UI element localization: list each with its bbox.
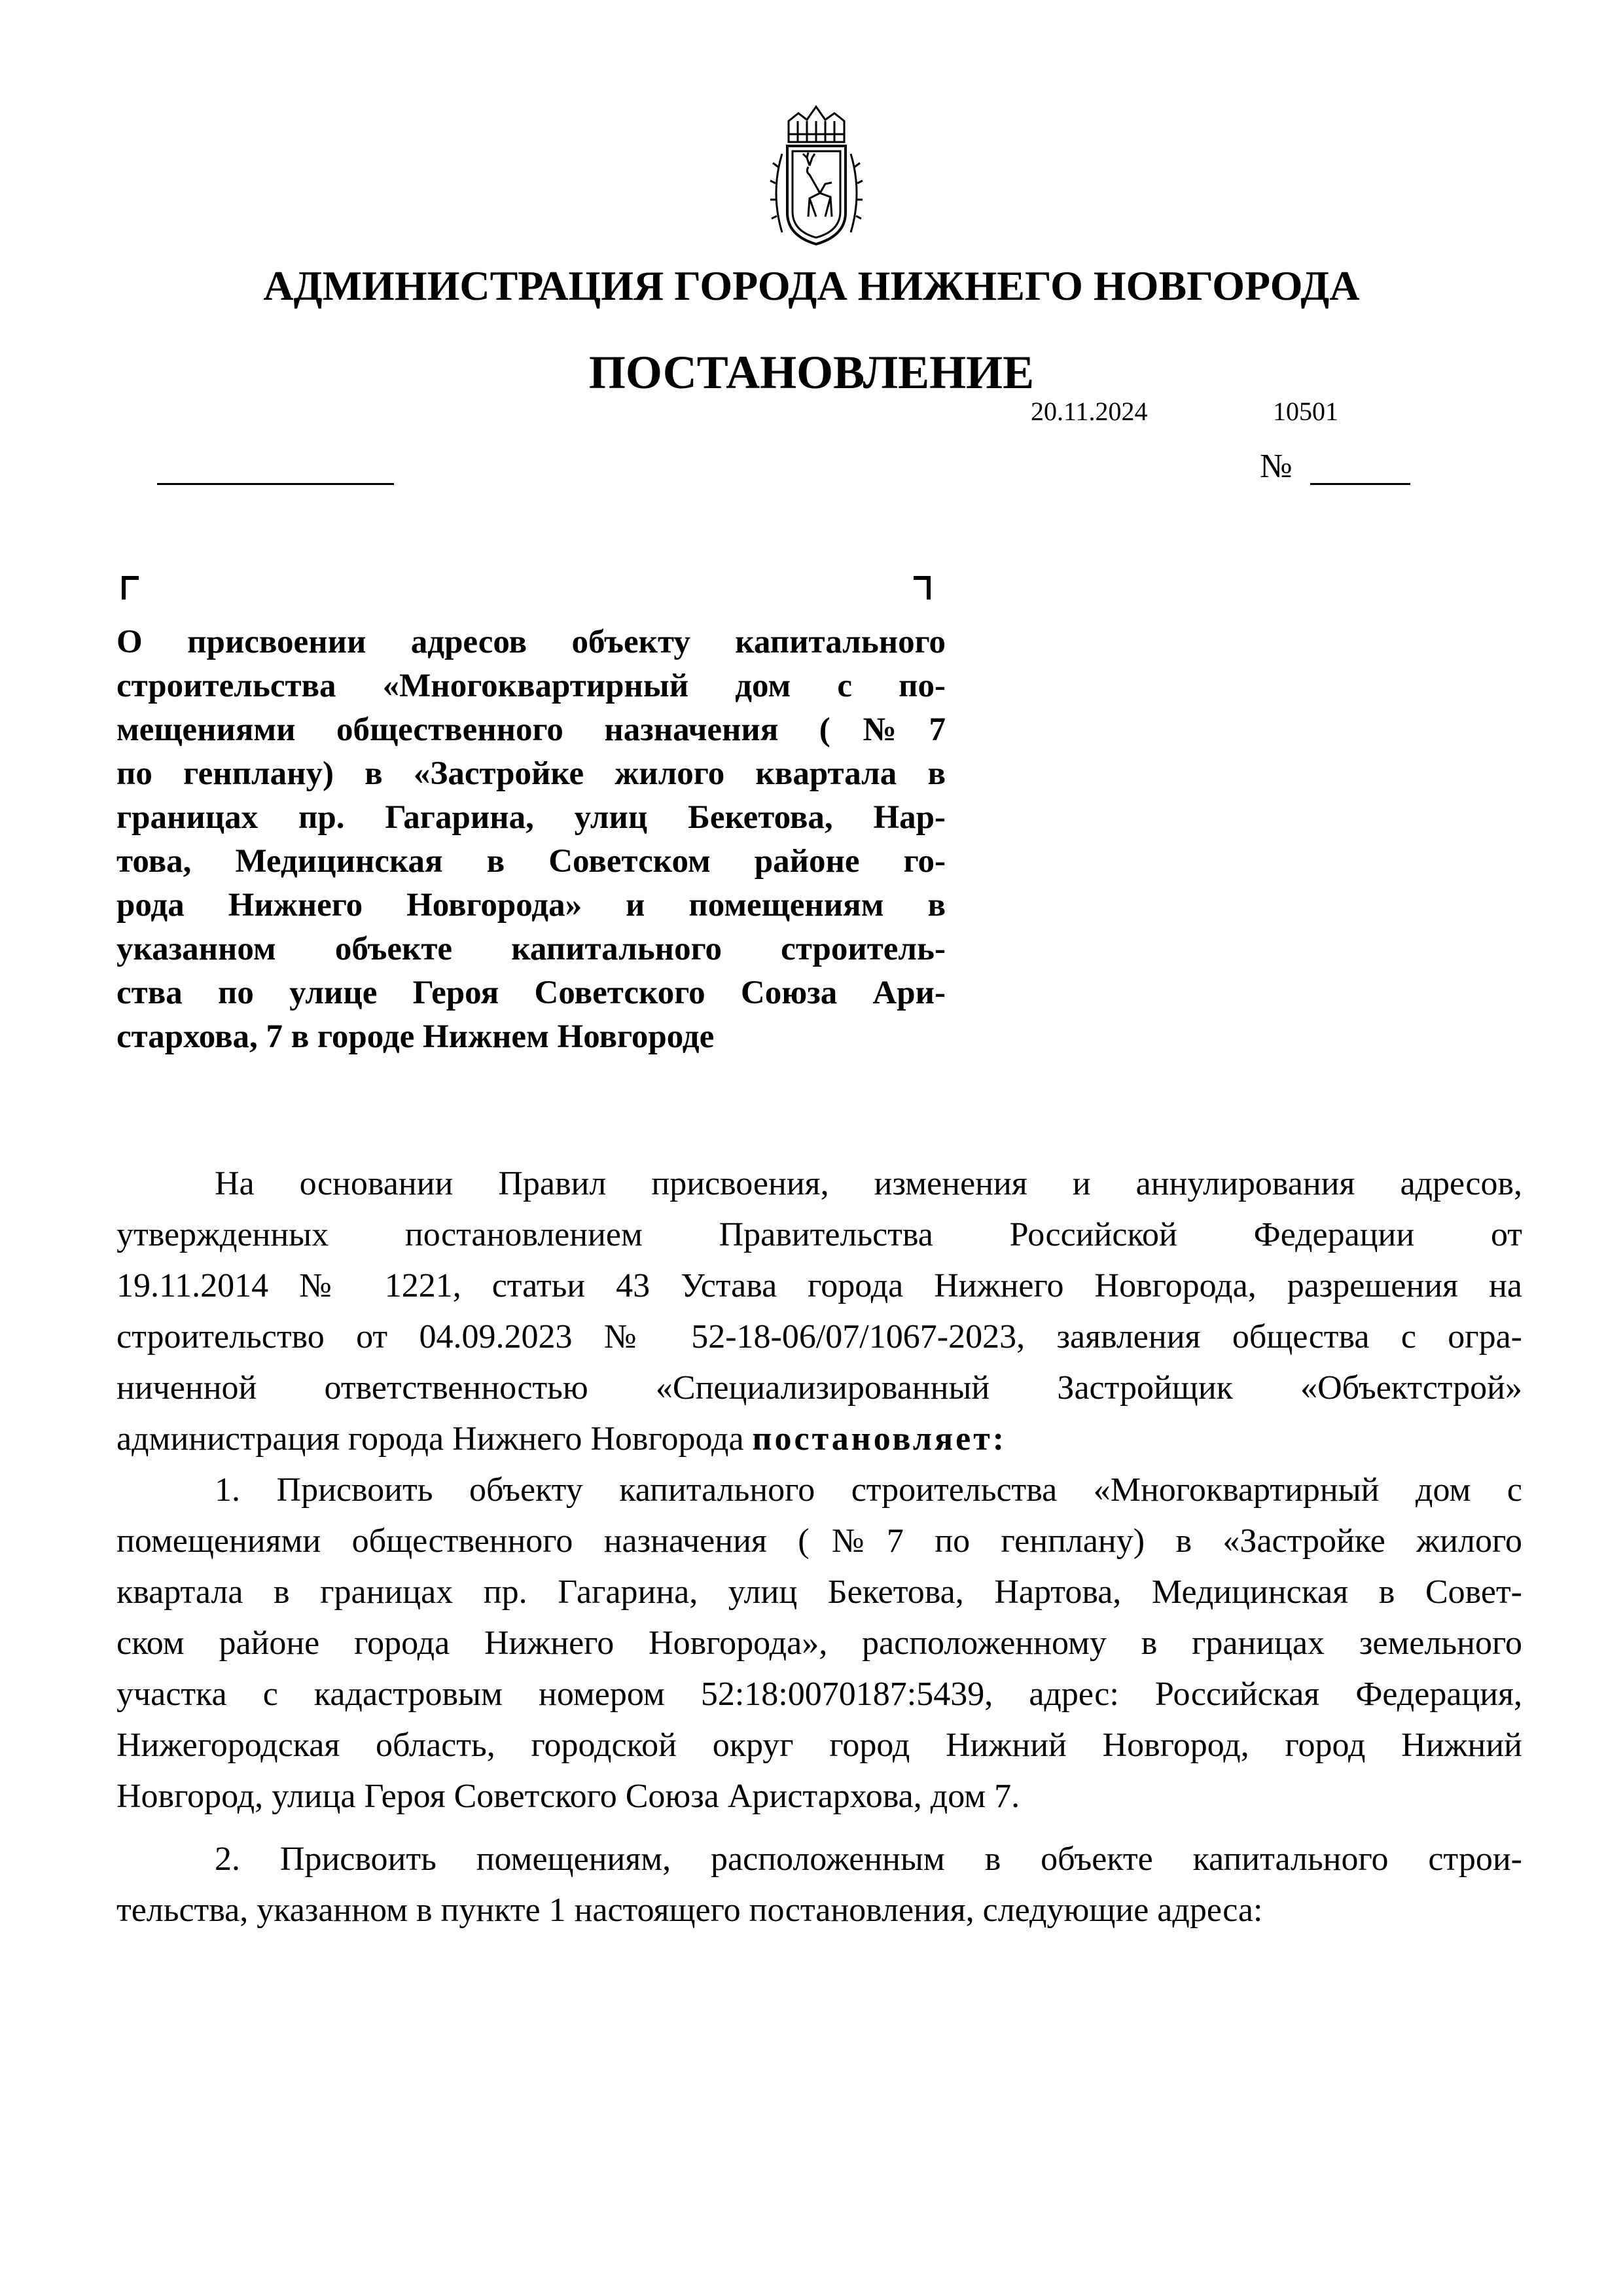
number-label: № — [1260, 448, 1293, 485]
organization-title: АДМИНИСТРАЦИЯ ГОРОДА НИЖНЕГО НОВГОРОДА — [263, 262, 1360, 309]
subject-line: указанном объекте капитального строитель- — [116, 931, 946, 967]
coat-of-arms-icon — [769, 101, 864, 249]
item1-line: помещениями общественного назначения (№7 по генплану) в «Застройке жилого — [116, 1522, 1522, 1560]
subject-line: по генплану) в «Застройке жилого квартала в — [116, 755, 946, 792]
subject-corner-left — [122, 576, 139, 600]
resolves-word: постановляет: — [752, 1420, 1007, 1458]
subject-corner-right — [914, 576, 931, 600]
number-underline — [1310, 483, 1410, 485]
item2-line: 2. Присвоить помещениям, расположенным в объекте капитального строи- — [215, 1840, 1522, 1878]
subject-line: рода Нижнего Новгорода» и помещениям в — [116, 887, 946, 924]
subject-line: строительства «Многоквартирный дом с по- — [116, 668, 946, 704]
preamble-line: 19.11.2014 № 1221, статьи 43 Устава города Нижнего Новгорода, разрешения на — [116, 1267, 1522, 1304]
subject-line: О присвоении адресов объекту капитального — [116, 624, 946, 660]
registration-number: 10501 — [1273, 397, 1338, 426]
item1-line: ском районе города Нижнего Новгорода», расположенному в границах земельного — [116, 1624, 1522, 1662]
preamble-line: строительство от 04.09.2023 № 52-18-06/07/1067-2023, заявления общества с огра- — [116, 1318, 1522, 1355]
item1-line: квартала в границах пр. Гагарина, улиц Бекетова, Нартова, Медицинская в Совет- — [116, 1573, 1522, 1611]
item1-line: Нижегородская область, городской округ город Нижний Новгород, город Нижний — [116, 1727, 1522, 1764]
subject-line: границах пр. Гагарина, улиц Бекетова, Нар- — [116, 799, 946, 836]
item1-line: 1. Присвоить объекту капитального строительства «Многоквартирный дом с — [215, 1471, 1522, 1509]
preamble-line: На основании Правил присвоения, изменения и аннулирования адресов, — [215, 1165, 1522, 1202]
document-subject — [116, 620, 946, 1059]
subject-line: това, Медицинская в Советском районе го- — [116, 843, 946, 880]
item2-line: тельства, указанном в пункте 1 настоящего постановления, следующие адреса: — [116, 1892, 1263, 1929]
preamble-final-text: администрация города Нижнего Новгорода — [116, 1420, 744, 1458]
registration-date: 20.11.2024 — [1031, 397, 1148, 426]
document-type: ПОСТАНОВЛЕНИЕ — [588, 346, 1035, 399]
subject-line: мещениями общественного назначения (№7 — [116, 711, 946, 748]
preamble-line: ниченной ответственностью «Специализированный Застройщик «Объектстрой» — [116, 1369, 1522, 1407]
subject-line: ства по улице Героя Советского Союза Ари- — [116, 975, 946, 1011]
preamble-line: утвержденных постановлением Правительства Российской Федерации от — [116, 1216, 1522, 1253]
item1-line: участка с кадастровым номером 52:18:0070187:5439, адрес: Российская Федерация, — [116, 1676, 1522, 1713]
item1-line: Новгород, улица Героя Советского Союза Аристархова, дом 7. — [116, 1778, 1020, 1815]
paragraph-gap — [116, 1822, 1522, 1834]
document-body — [116, 1158, 1522, 1936]
subject-line: стархова, 7 в городе Нижнем Новгороде — [116, 1018, 715, 1055]
date-underline — [157, 483, 394, 485]
preamble-final-line — [116, 1414, 1522, 1465]
